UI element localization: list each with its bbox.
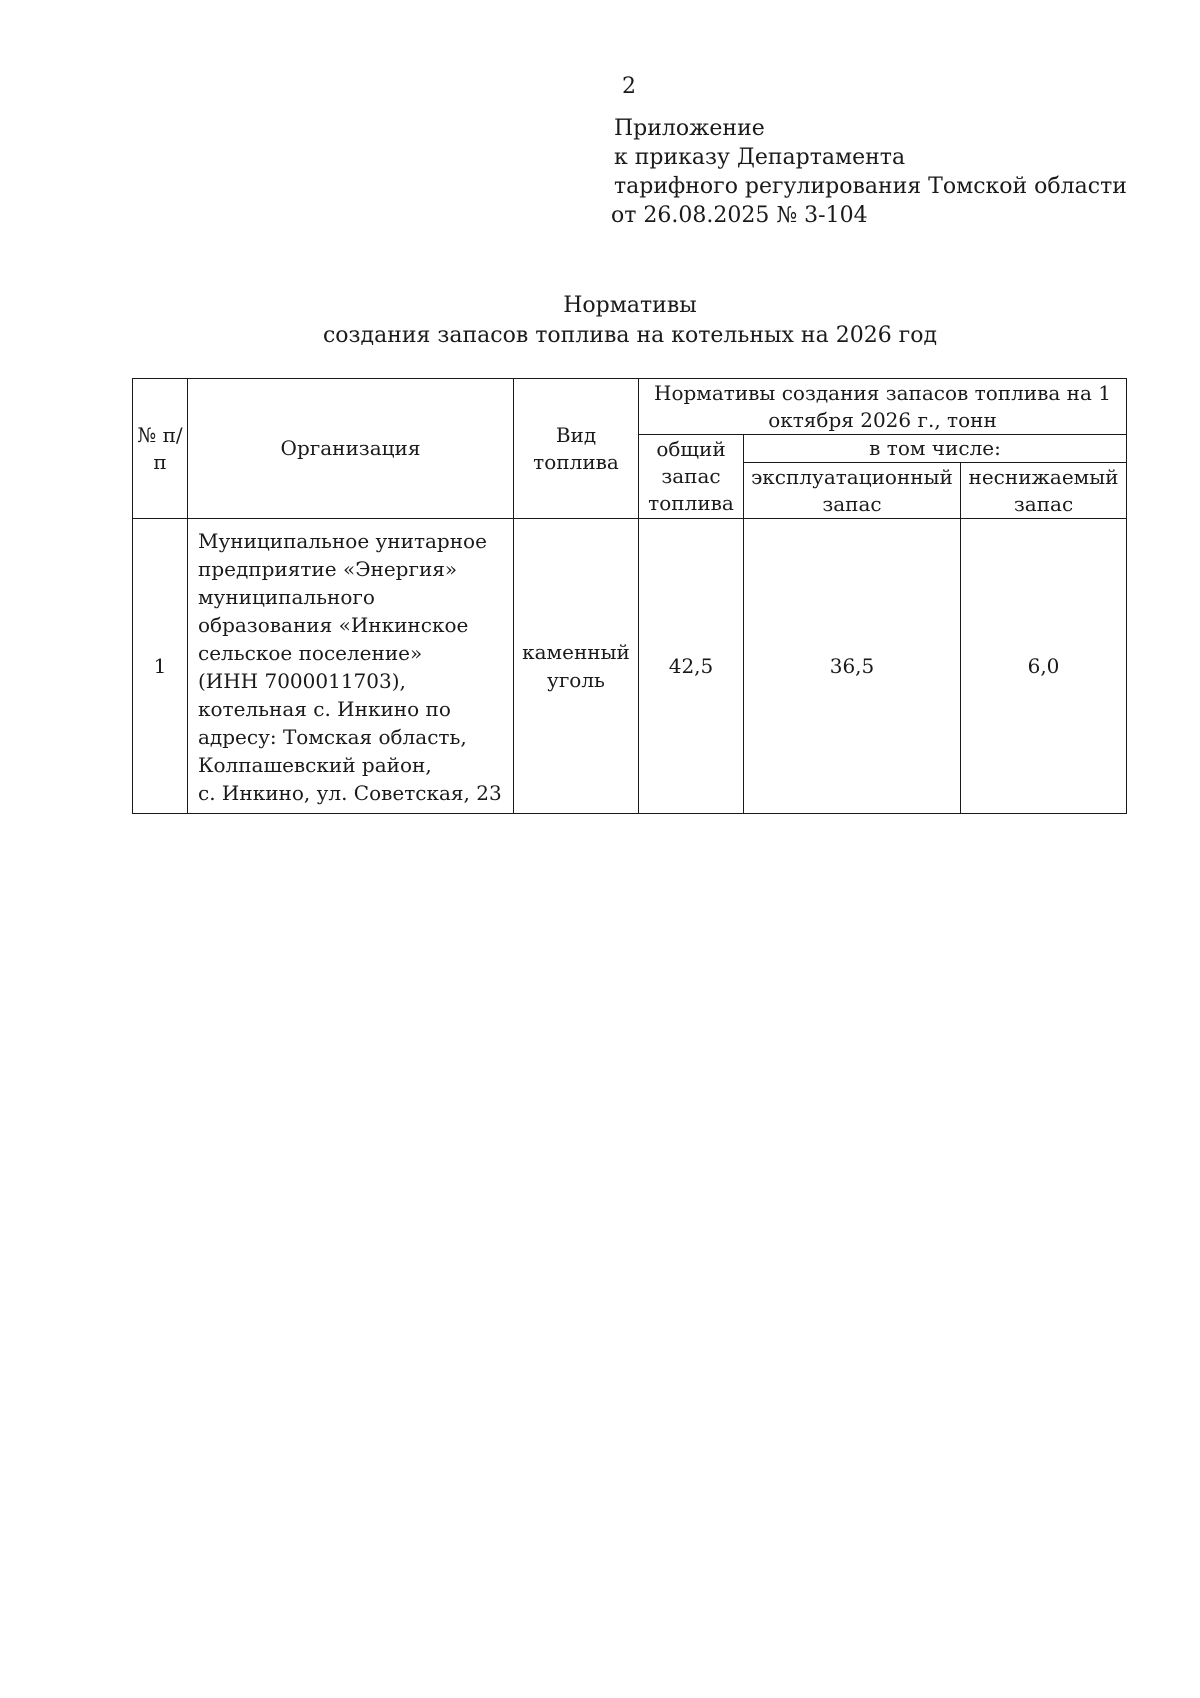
- document-title: [0, 291, 1200, 351]
- table-row: [133, 519, 1127, 814]
- org-line: муниципального: [198, 585, 375, 609]
- header-total-stock: общий запас топлива: [639, 435, 744, 519]
- norms-table: [132, 378, 1127, 814]
- cell-num: 1: [133, 519, 188, 814]
- org-line: предприятие «Энергия»: [198, 557, 458, 581]
- title-line: Нормативы: [563, 293, 697, 318]
- org-line: адресу: Томская область,: [198, 725, 467, 749]
- appendix-block: [611, 114, 1127, 230]
- org-line: Муниципальное унитарное: [198, 529, 487, 553]
- page-number: 2: [622, 74, 636, 99]
- header-organization: Организация: [188, 379, 514, 519]
- cell-irreducible-stock: 6,0: [961, 519, 1127, 814]
- org-line: с. Инкино, ул. Советская, 23: [198, 781, 502, 805]
- org-line: сельское поселение»: [198, 641, 423, 665]
- org-line: образования «Инкинское: [198, 613, 469, 637]
- title-line: создания запасов топлива на котельных на 2026 год: [322, 323, 938, 348]
- appendix-line: Приложение: [614, 116, 765, 141]
- header-norms-group: Нормативы создания запасов топлива на 1 октября 2026 г., тонн: [639, 379, 1127, 435]
- cell-operational-stock: 36,5: [744, 519, 961, 814]
- cell-fuel-type: каменный уголь: [514, 519, 639, 814]
- cell-organization: [188, 519, 514, 814]
- org-line: (ИНН 7000011703),: [198, 669, 406, 693]
- header-fuel-type: Вид топлива: [514, 379, 639, 519]
- header-operational-stock: эксплуатационный запас: [744, 463, 961, 519]
- appendix-date-line: от 26.08.2025 № 3-104: [611, 203, 868, 228]
- org-line: котельная с. Инкино по: [198, 697, 451, 721]
- header-num: № п/п: [133, 379, 188, 519]
- org-line: Колпашевский район,: [198, 753, 432, 777]
- header-including: в том числе:: [744, 435, 1127, 463]
- appendix-line: к приказу Департамента: [614, 145, 906, 170]
- cell-total-stock: 42,5: [639, 519, 744, 814]
- appendix-line: тарифного регулирования Томской области: [614, 174, 1127, 199]
- header-irreducible-stock: неснижаемый запас: [961, 463, 1127, 519]
